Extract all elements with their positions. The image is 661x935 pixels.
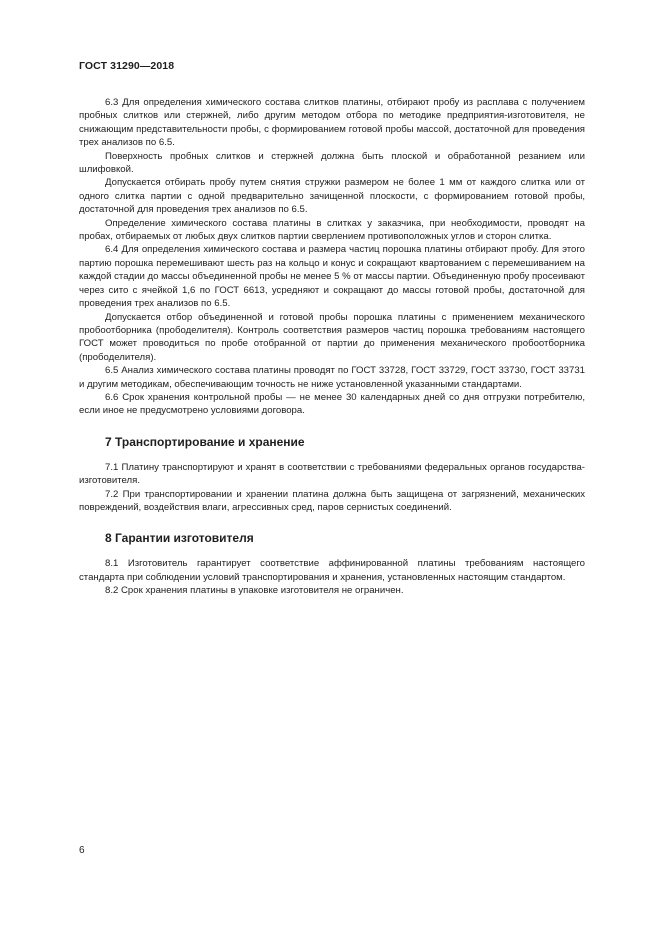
paragraph-7-1: 7.1 Платину транспортируют и хранят в соответствии с требованиями федеральных органов государства-изготовителя. (79, 461, 585, 487)
page-number: 6 (79, 845, 85, 856)
paragraph-7-2: 7.2 При транспортировании и хранении платина должна быть защищена от загрязнений, механических повреждений, воздействия влаги, агрессивных сред, паров сернистых соединений. (79, 488, 585, 513)
paragraph-6-3-customer: Определение химического состава платины в слитках у заказчика, при необходимости, проводят на пробах, отбираемых от любых двух слитков партии сверлением противоположных углов и сторон слитка. (79, 217, 585, 243)
paragraph-6-4: 6.4 Для определения химического состава и размера частиц порошка платины отбирают пробу. Для этого партию порошка перемешивают шесть раз на кольцо и конус и сокращают квартованием с перемешиванием на каждой стадии до массы объединенной пробы не менее 5 % от массы партии. Объединенную пробу просеивают через сито с ячейкой 1,6 по ГОСТ 6613, усредняют и сокращают до массы готовой пробы, достаточной для проведения трех анализов по 6.5. (79, 244, 586, 310)
paragraph-6-4-mechanical: Допускается отбор объединенной и готовой пробы порошка платины с применением механического пробоотборника (прободелителя). Контроль соответствия размеров частиц порошка требованиям настоящего ГОСТ может проводиться по пробе отобранной от партии до применения механического пробоотборника (прободелителя). (79, 311, 585, 363)
paragraph-6-6: 6.6 Срок хранения контрольной пробы — не менее 30 календарных дней со дня отгрузки потребителю, если иное не предусмотрено условиями договора. (79, 391, 585, 417)
section-8-title: 8 Гарантии изготовителя (105, 531, 254, 546)
paragraph-6-3: 6.3 Для определения химического состава слитков платины, отбирают пробу из расплава с получением пробных слитков или стержней, либо другим методом отбора по методике предприятия-изготовителя, не снижающим представительности пробы, с формированием готовой пробы массой, достаточной для проведения трех анализов по 6.5. (79, 97, 585, 149)
document-header: ГОСТ 31290—2018 (79, 60, 175, 72)
paragraph-6-3-shavings: Допускается отбирать пробу путем снятия стружки размером не более 1 мм от каждого слитка или от одного слитка партии с одной предварительно зачищенной плоскости, с формированием готовой пробы, достаточной для проведения трех анализов по 6.5. (79, 177, 585, 216)
paragraph-6-5: 6.5 Анализ химического состава платины проводят по ГОСТ 33728, ГОСТ 33729, ГОСТ 33730, ГОСТ 33731 и другим методикам, обеспечивающим точность не ниже установленной указанными стандартами. (79, 365, 585, 390)
document-body (79, 96, 585, 598)
paragraph-6-3-surface: Поверхность пробных слитков и стержней должна быть плоской и обработанной резанием или шлифовкой. (79, 150, 585, 176)
paragraph-8-1: 8.1 Изготовитель гарантирует соответствие аффинированной платины требованиям настоящего стандарта при соблюдении условий транспортирования и хранения, установленных настоящим стандартом. (79, 558, 585, 583)
section-7-title: 7 Транспортирование и хранение (105, 434, 305, 449)
paragraph-8-2: 8.2 Срок хранения платины в упаковке изготовителя не ограничен. (105, 585, 404, 597)
